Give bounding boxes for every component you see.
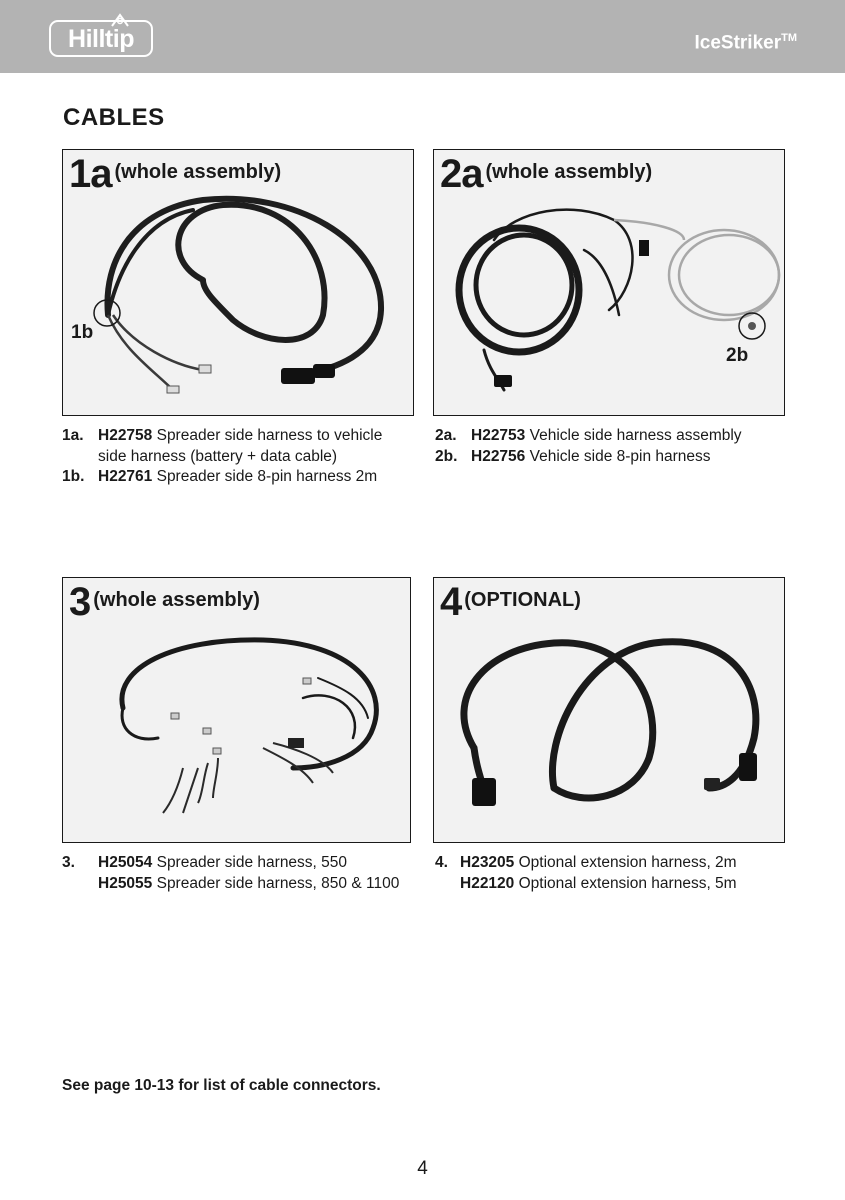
caption-1	[62, 426, 422, 488]
trademark: TM	[781, 32, 797, 44]
page-number: 4	[417, 1158, 428, 1179]
panel-3-heading: 3 (whole assembly)	[69, 580, 260, 624]
caption-2	[435, 426, 805, 467]
caption-1a: 1a. H22758 Spreader side harness to vehicle	[62, 427, 383, 444]
panel-4-heading: 4 (OPTIONAL)	[440, 580, 581, 624]
connector-note: See page 10-13 for list of cable connectors.	[62, 1077, 381, 1094]
panel-1a-heading: 1a (whole assembly)	[69, 152, 282, 196]
section-title: CABLES	[63, 104, 165, 131]
caption-2a: 2a. H22753 Vehicle side harness assembly	[435, 427, 742, 444]
caption-2b: 2b. H22756 Vehicle side 8-pin harness	[435, 447, 711, 465]
caption-4	[435, 853, 805, 894]
caption-3-line1: 3. H25054 Spreader side harness, 550	[62, 854, 348, 871]
caption-4-line2: H22120 Optional extension harness, 5m	[460, 874, 737, 892]
caption-1a-cont: side harness (battery + data cable)	[98, 447, 338, 465]
caption-3-line2: H25055 Spreader side harness, 850 & 1100	[98, 874, 400, 892]
callout-2b: 2b	[726, 345, 749, 366]
callout-1b: 1b	[71, 322, 94, 343]
hilltip-logo: Hilltip	[49, 20, 153, 57]
panel-3	[62, 577, 411, 843]
caption-4-line1: 4. H23205 Optional extension harness, 2m	[435, 854, 737, 871]
logo-mountain-icon	[110, 11, 130, 27]
panel-1a	[62, 149, 414, 416]
caption-3	[62, 853, 432, 894]
caption-1b: 1b. H22761 Spreader side 8-pin harness 2m	[62, 468, 378, 485]
panel-4	[433, 577, 785, 843]
header-bar	[0, 0, 845, 73]
panel-2a-heading: 2a (whole assembly)	[440, 152, 653, 196]
panel-2a	[433, 149, 785, 416]
product-name: IceStriker™	[694, 32, 797, 54]
